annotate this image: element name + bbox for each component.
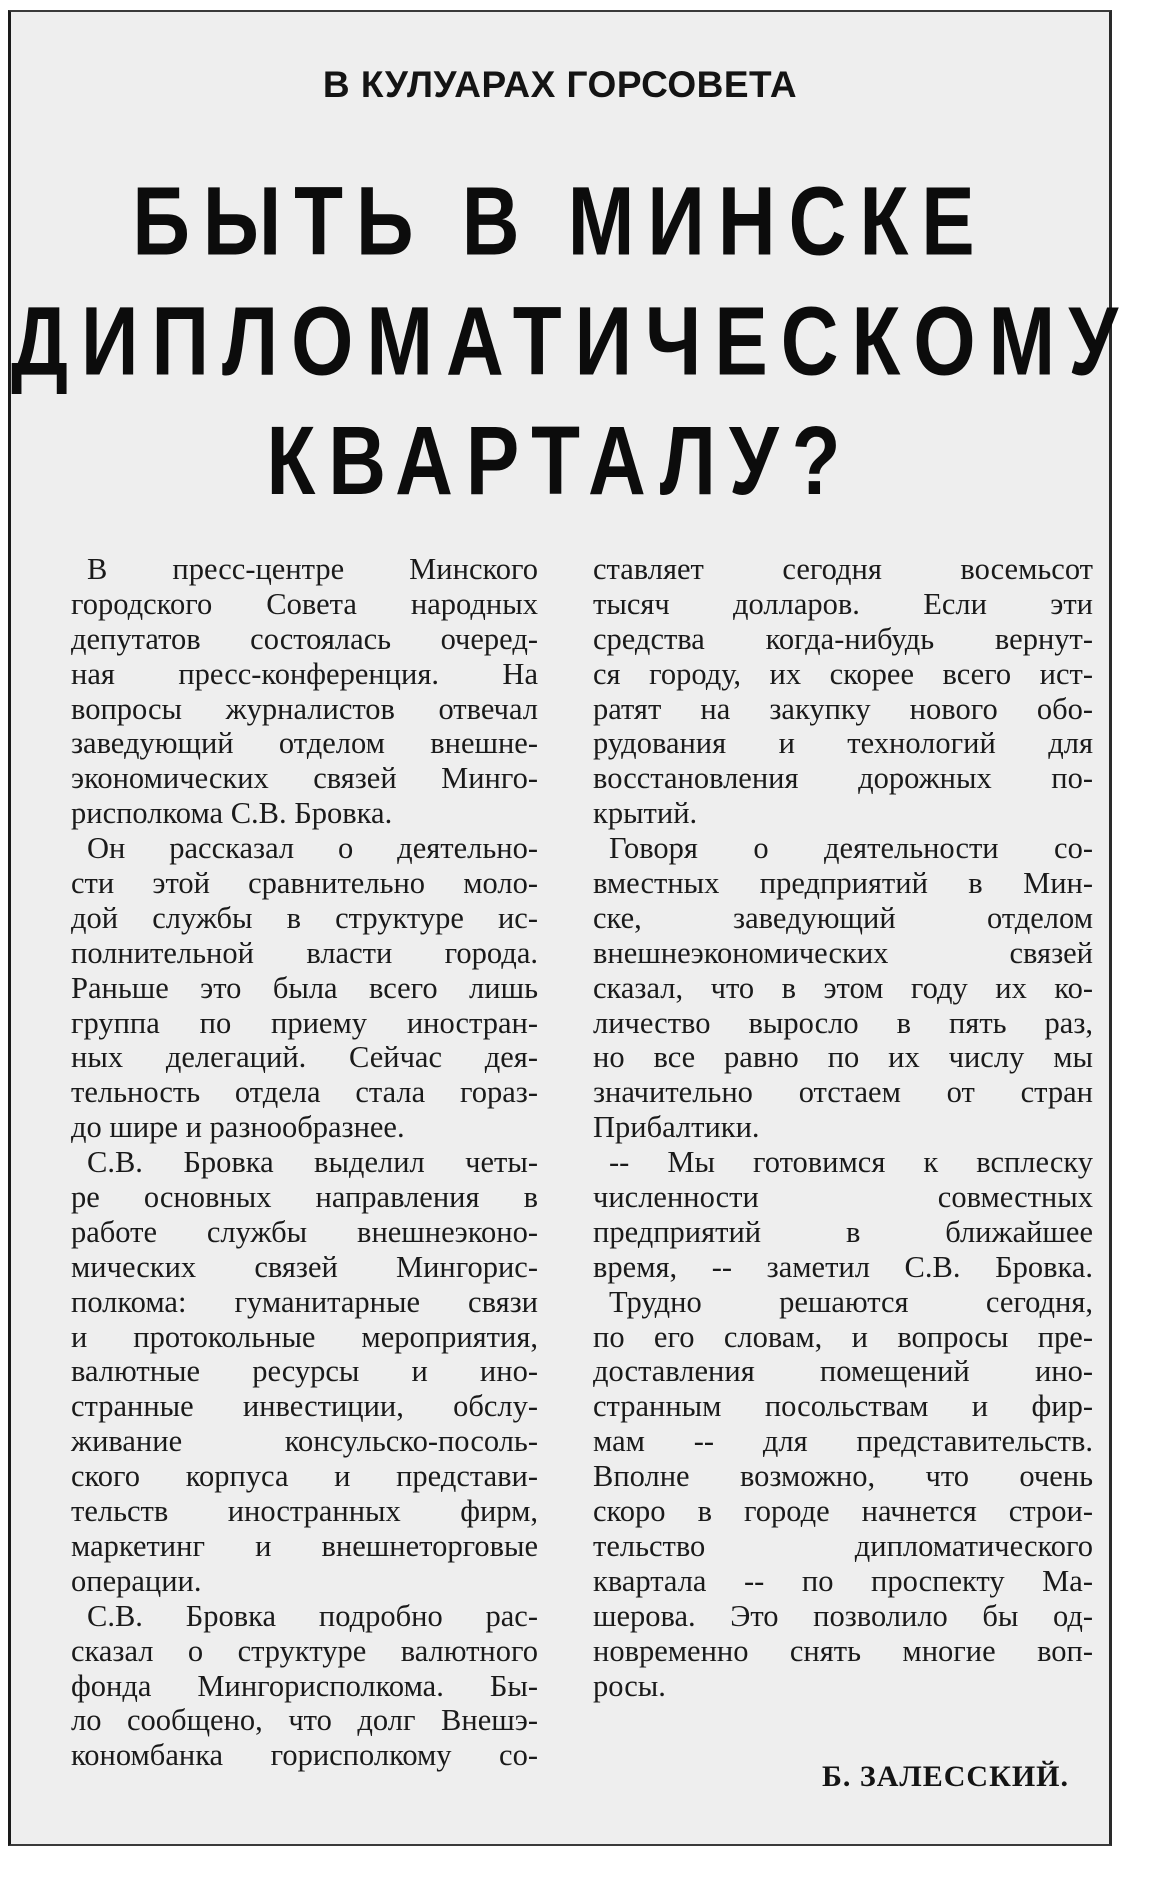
text-line: вопросы журналистов отвечал [71, 691, 538, 726]
text-line: тельность отдела стала горaз- [71, 1075, 538, 1110]
text-line: тельство дипломатического [593, 1528, 1093, 1563]
text-line: полнительной власти города. [71, 935, 538, 970]
text-line: ского корпуса и представи- [71, 1459, 538, 1494]
text-line: ная пресс-конференция. На [71, 656, 538, 691]
text-line: квартала -- по проспекту Ма- [593, 1563, 1093, 1598]
text-line: Он рассказал о деятельно- [87, 831, 538, 866]
text-line: средства когда-нибудь вернут- [593, 621, 1093, 656]
text-line: по его словам, и вопросы пре- [593, 1319, 1093, 1354]
text-line: рудования и технологий для [593, 726, 1093, 761]
author-signature: Б. ЗАЛЕССКИЙ. [822, 1760, 1069, 1793]
text-line: Прибалтики. [593, 1110, 760, 1145]
text-line: ратят на закупку нового обо- [593, 691, 1093, 726]
text-line: С.В. Бровка подробно рас- [87, 1598, 538, 1633]
headline-line: КВАРТАЛУ? [266, 406, 854, 515]
text-line: вместных предприятий в Мин- [593, 866, 1093, 901]
text-line: скоро в городе начнется строи- [593, 1494, 1093, 1529]
article-headline [11, 162, 1131, 521]
text-line: ре основных направления в [71, 1180, 538, 1215]
headline-line: ДИПЛОМАТИЧЕСКОМУ [11, 286, 1131, 396]
text-line: С.В. Бровка выделил четы- [87, 1145, 538, 1180]
right-column [593, 552, 1093, 1703]
text-line: сказал, что в этом году их ко- [593, 970, 1093, 1005]
text-line: ставляет сегодня восемьсот [593, 552, 1093, 586]
text-line: Раньше это была всего лишь [71, 970, 538, 1005]
text-line: сказал о структуре валютного [71, 1633, 538, 1668]
text-line: новременно снять многие воп- [593, 1633, 1093, 1668]
text-line: тысяч долларов. Если эти [593, 586, 1093, 621]
text-line: Вполне возможно, что очень [593, 1459, 1093, 1494]
headline-line: БЫТЬ В МИНСКЕ [132, 166, 988, 276]
text-line: фонда Мингорисполкома. Бы- [71, 1668, 538, 1703]
text-line: внешнеэкономических связей [593, 935, 1093, 970]
text-line: время, -- заметил С.В. Бровка. [593, 1249, 1093, 1284]
text-line: заведующий отделом внешне- [71, 726, 538, 761]
text-line: рисполкома С.В. Бровка. [71, 796, 393, 831]
text-line: странные инвестиции, обслу- [71, 1389, 538, 1424]
article-frame [8, 10, 1131, 1846]
text-line: доставления помещений ино- [593, 1354, 1093, 1389]
rubric-heading: В КУЛУАРАХ ГОРСОВЕТА [322, 64, 798, 105]
text-line: кономбанка горисполкому со- [71, 1738, 538, 1773]
text-line: мам -- для представительств. [593, 1424, 1093, 1459]
text-line: до шире и разнообразнее. [71, 1110, 405, 1145]
text-line: ске, заведующий отделом [593, 900, 1093, 935]
text-line: операции. [71, 1563, 202, 1598]
text-line: тельств иностранных фирм, [71, 1494, 538, 1529]
text-line: дой службы в структуре ис- [71, 900, 538, 935]
text-line: полкома: гуманитарные связи [71, 1284, 538, 1319]
text-line: работе службы внешнеэконо- [71, 1214, 538, 1249]
text-line: личество выросло в пять раз, [593, 1005, 1093, 1040]
text-line: и протокольные мероприятия, [71, 1319, 538, 1354]
text-line: крытий. [593, 796, 698, 831]
text-line: росы. [593, 1668, 666, 1703]
text-line: ных делегаций. Сейчас дея- [71, 1040, 538, 1075]
text-line: предприятий в ближайшее [593, 1214, 1093, 1249]
text-line: -- Мы готовимся к всплеску [609, 1145, 1093, 1180]
text-line: экономических связей Минго- [71, 761, 538, 796]
text-line: группа по приему иностран- [71, 1005, 538, 1040]
text-line: сти этой сравнительно моло- [71, 866, 538, 901]
text-line: депутатов состоялась очеред- [71, 621, 538, 656]
text-line: ло сообщено, что долг Внешэ- [71, 1703, 538, 1738]
text-line: маркетинг и внешнеторговые [71, 1528, 538, 1563]
text-line: Трудно решаются сегодня, [609, 1284, 1093, 1319]
text-line: восстановления дорожных по- [593, 761, 1093, 796]
text-line: В пресс-центре Минского [87, 552, 538, 586]
text-line: Говоря о деятельности со- [609, 831, 1093, 866]
text-line: численности совместных [593, 1180, 1093, 1215]
text-line: но все равно по их числу мы [593, 1040, 1093, 1075]
text-line: живание консульско-посоль- [71, 1424, 538, 1459]
text-line: странным посольствам и фир- [593, 1389, 1093, 1424]
left-column [71, 552, 538, 1773]
text-line: городского Совета народных [71, 586, 538, 621]
text-line: ся городу, их скорее всего ист- [593, 656, 1093, 691]
text-line: шерова. Это позволило бы од- [593, 1598, 1093, 1633]
text-line: мических связей Мингорис- [71, 1249, 538, 1284]
text-line: значительно отстаем от стран [593, 1075, 1093, 1110]
text-line: валютные ресурсы и ино- [71, 1354, 538, 1389]
